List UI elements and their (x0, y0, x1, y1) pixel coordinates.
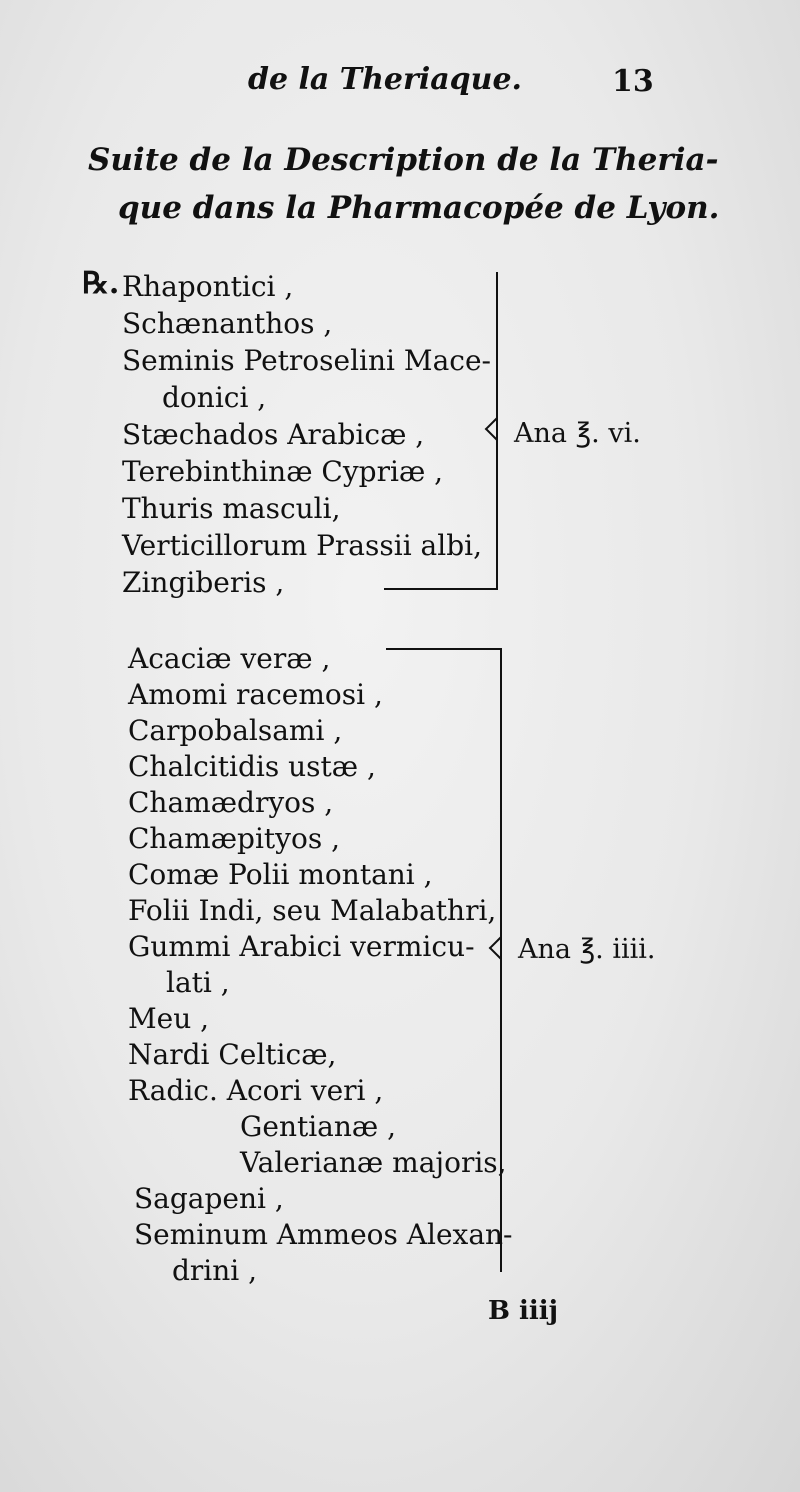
running-title: de la Theriaque. (248, 62, 522, 97)
ingredient-line: Stæchados Arabicæ , (122, 418, 425, 451)
ingredient-line: Gentianæ , (240, 1110, 397, 1143)
brace-group-2 (500, 648, 502, 1272)
brace-tail-1 (384, 588, 496, 590)
ingredient-line: Acaciæ veræ , (128, 642, 331, 675)
ingredient-line: Zingiberis , (122, 566, 285, 599)
ingredient-line: drini , (172, 1254, 258, 1287)
ingredient-line: Nardi Celticæ, (128, 1038, 337, 1071)
ingredient-line: Schænanthos , (122, 307, 333, 340)
ingredient-line: Radic. Acori veri , (128, 1074, 384, 1107)
dose-group-1: Ana ℥. vi. (514, 418, 641, 449)
ingredient-line: Thuris masculi, (122, 492, 341, 525)
ingredient-line: Seminis Petroselini Mace- (122, 344, 491, 377)
ingredient-line: Folii Indi, seu Malabathri, (128, 894, 497, 927)
ingredient-line: Meu , (128, 1002, 210, 1035)
page-number: 13 (612, 64, 654, 99)
ingredient-line: Sagapeni , (134, 1182, 284, 1215)
brace-point-1 (485, 418, 508, 441)
ingredient-line: Seminum Ammeos Alexan- (134, 1218, 513, 1251)
dose-group-2: Ana ℥. iiii. (518, 934, 656, 965)
ingredient-line: Chalcitidis ustæ , (128, 750, 376, 783)
ingredient-line: lati , (166, 966, 230, 999)
recipe-symbol: ℞. (82, 266, 120, 301)
ingredient-line: Gummi Arabici vermicu- (128, 930, 475, 963)
brace-head-2 (386, 648, 500, 650)
signature-mark: B iiij (488, 1296, 559, 1326)
ingredient-line: Rhapontici , (122, 270, 294, 303)
ingredient-line: donici , (162, 381, 267, 414)
section-title-line-1: Suite de la Description de la Theria- (88, 142, 719, 178)
ingredient-line: Verticillorum Prassii albi, (122, 529, 482, 562)
ingredient-line: Comæ Polii montani , (128, 858, 433, 891)
ingredient-line: Amomi racemosi , (128, 678, 383, 711)
ingredient-line: Chamædryos , (128, 786, 334, 819)
brace-point-2 (489, 937, 512, 960)
ingredient-line: Chamæpityos , (128, 822, 340, 855)
section-title-line-2: que dans la Pharmacopée de Lyon. (118, 190, 720, 226)
ingredient-line: Terebinthinæ Cypriæ , (122, 455, 444, 488)
ingredient-line: Carpobalsami , (128, 714, 343, 747)
ingredient-line: Valerianæ majoris, (240, 1146, 507, 1179)
